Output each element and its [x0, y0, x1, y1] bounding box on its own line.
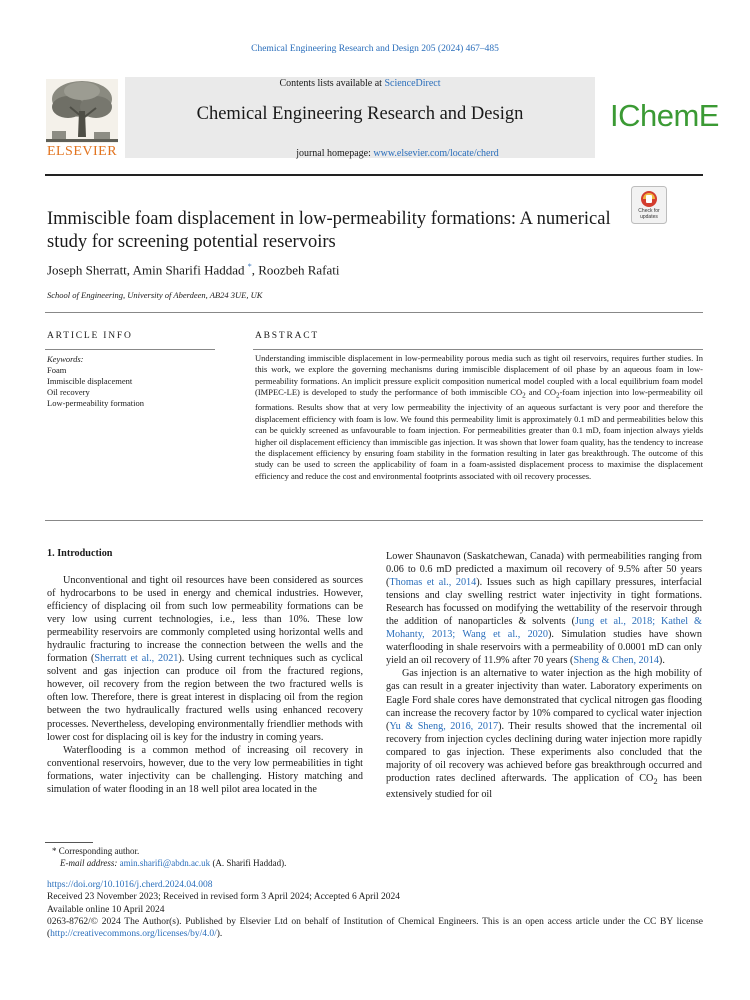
- check-updates-label-2: updates: [640, 214, 658, 220]
- article-footer: [47, 879, 703, 940]
- email-line: [52, 858, 286, 870]
- paragraph: [386, 550, 702, 667]
- footnote-text: Corresponding author.: [58, 846, 140, 856]
- citation-link[interactable]: Yu & Sheng, 2016, 2017: [389, 720, 499, 732]
- author-list: Joseph Sherratt, Amin Sharifi Haddad *, Roozbeh Rafati: [47, 262, 340, 278]
- homepage-line: [200, 148, 595, 159]
- subscript: 2: [556, 391, 560, 400]
- article-title: Immiscible foam displacement in low-permeability formations: A numerical study for screening potential reservoirs: [47, 209, 611, 252]
- email-owner: (A. Sharifi Haddad).: [212, 857, 287, 868]
- paragraph: [47, 574, 363, 744]
- citation-link[interactable]: Sheng & Chen, 2014: [573, 655, 659, 667]
- keyword: Oil recovery: [47, 387, 90, 397]
- license-text: ).: [216, 929, 223, 940]
- abstract-text-part: Understanding immiscible displacement in low-permeability porous media such as tight oil reservoirs, requires further studies. In this work, we explore the governing mechanisms during immiscible displacement of oil phase by an aqueous foam in low-permeability formations. An implicit pressure explicit composition numerical model coupled with a local equilibrium foam model (IMPEC-LE) is developed to study the performance of both immiscible CO: [255, 353, 703, 398]
- paragraph-text: has been extensively studied for oil: [386, 772, 703, 800]
- corresponding-author-note: [52, 846, 286, 858]
- citation-link[interactable]: Sherratt et al., 2021: [94, 653, 179, 665]
- paragraph-text: ). Issues such as high capillary pressures, interfacial tensions and clay swelling restrict water injectivity in tight formations. Research has focussed on modifying the wettability of the reservoir through the addition of nanoparticles & solvents (: [386, 577, 702, 628]
- paragraph-text: ).: [658, 655, 665, 667]
- paragraph-text: Gas injection is an alternative to water injection as the high mobility of gas can result in a greater injectivity than water. Laboratory experiments on Eagle Ford shale cores have demonstrated that cyclical nitrogen gas flooding can increase the recovery factor by 10% compared to cyclical water injection (: [386, 668, 702, 732]
- divider: [45, 312, 703, 313]
- keyword: Low-permeability formation: [47, 398, 145, 408]
- paragraph-text: ). Simulation studies have shown waterflooding in shale reservoirs with a permeability of 0.0001 mD can only yield an oil recovery of 11.9% after 70 years (: [386, 629, 702, 667]
- author-name[interactable]: Amin Sharifi Haddad: [132, 262, 245, 278]
- citation-link[interactable]: Thomas et al., 2014: [389, 577, 477, 589]
- journal-name: Chemical Engineering Research and Design: [196, 104, 524, 124]
- license-link[interactable]: http://creativecommons.org/licenses/by/4.0/: [50, 929, 217, 940]
- paragraph-text: Lower Shaunavon (Saskatchewan, Canada) with permeabilities ranging from 0.06 to 0.6 mD predicted a maximum oil recovery of 9.5% after 50 years (: [386, 551, 702, 589]
- available-online: Available online 10 April 2024: [47, 904, 165, 915]
- section-heading-introduction: 1. Introduction: [47, 548, 113, 559]
- author-name[interactable]: Joseph Sherratt: [47, 262, 127, 278]
- citation-link[interactable]: Jung et al., 2018; Kathel & Mohanty, 2013; Wang et al., 2020: [386, 616, 702, 641]
- divider: [45, 349, 215, 350]
- sciencedirect-link[interactable]: ScienceDirect: [384, 78, 441, 89]
- paragraph-text: ). Using current techniques such as cyclical solvent and gas injection can produce oil from the fractured regions, however, oil recovery from the region between the two fractured wells is often low. Therefore, there is great interest in displacing oil from the region between the two hydraulically fractured wells using enhanced recovery processes. Nevertheless, developing environmentally friendlier methods with lower cost for displacing oil is key for the industry in coming years.: [47, 653, 363, 743]
- footnote: [52, 846, 286, 869]
- homepage-prefix: journal homepage:: [296, 148, 374, 159]
- abstract-heading: ABSTRACT: [255, 331, 320, 341]
- email-link[interactable]: amin.sharifi@abdn.ac.uk: [119, 857, 211, 868]
- divider: [45, 520, 703, 521]
- email-label: E-mail address:: [60, 857, 118, 868]
- license-text: 0263-8762/© 2024 The Author(s). Published by Elsevier Ltd on behalf of Institution of Chemical Engineers. This is an open access article under the CC BY license (: [47, 916, 703, 940]
- footnote-rule: [45, 842, 93, 843]
- body-column-right: [386, 550, 702, 801]
- check-updates-label: Check for: [638, 208, 660, 214]
- divider: [253, 349, 703, 350]
- elsevier-wordmark: ELSEVIER: [46, 144, 118, 159]
- abstract-text: [255, 353, 703, 482]
- paragraph: [386, 667, 702, 801]
- abstract-text-part: -foam injection into low-permeability oil formations. Results show that at very low permeability the injectivity of an aqueous surfactant is very poor and therefore the displacement efficiency with foam is low. We found this permeability limit is approximately 0.1 mD and permeabilities below this can be quickly screened as unfavourable to foam injection. For permeabilities greater than 0.1 mD, foam injection always yields higher oil displacement efficiency than immiscible gas injection. It was shown that lower foam quality, has the tendency to increase the displacement efficiency by ensuring foam stability in the formation resulting in later gas breakthrough. The outcome of this study can be used to screen the applicability of foam in a foam-assisted displacement process to maximise the displacement efficiency and reduce the cost and environmental footprints associated with oil recovery processes.: [255, 387, 703, 481]
- running-head[interactable]: Chemical Engineering Research and Design 205 (2024) 467–485: [251, 44, 499, 54]
- corresponding-author-mark[interactable]: *: [247, 262, 252, 271]
- keyword: Foam: [47, 365, 67, 375]
- author-name[interactable]: Roozbeh Rafati: [258, 262, 340, 278]
- affiliation: School of Engineering, University of Aberdeen, AB24 3UE, UK: [47, 290, 263, 300]
- paragraph: Waterflooding is a common method of increasing oil recovery in conventional reservoirs, however, due to the very low permeabilities in tight formations, water injectivity can be challenging. History matching and simulation of water flooding in an 18 well pilot area located in the: [47, 744, 363, 795]
- check-for-updates-button[interactable]: [631, 186, 667, 224]
- keyword: Immiscible displacement: [47, 376, 133, 386]
- footnote-mark: *: [52, 846, 57, 856]
- elsevier-logo: [42, 77, 122, 159]
- paragraph-text: Unconventional and tight oil resources have been considered as sources of hydrocarbons to be used in energy and chemical industries. However, efficiency of displacing oil from such low permeability formations can be very low using current technologies, i.e., less than 10%. These low permeability reservoirs are commonly completed using horizontal wells and hydraulic fracturing to increase the connection between the wells and the formation (: [47, 575, 363, 665]
- subscript: 2: [653, 775, 658, 786]
- abstract-text-part: and CO: [525, 387, 557, 398]
- contents-line: [125, 78, 595, 89]
- homepage-link[interactable]: www.elsevier.com/locate/cherd: [373, 148, 499, 159]
- keywords-label: Keywords:: [47, 354, 84, 364]
- doi-link[interactable]: https://doi.org/10.1016/j.cherd.2024.04.008: [47, 880, 213, 890]
- received-dates: Received 23 November 2023; Received in revised form 3 April 2024; Accepted 6 April 2024: [47, 892, 400, 903]
- paragraph-text: ). Their results showed that the incremental oil recovery from injection cycles declining during water injection more rapidly compared to gas injection. These experiments also concluded that the majority of oil recovery was achieved before gas breakthrough occurred and production rates declined afterwards. The application of CO: [386, 720, 702, 784]
- icheme-logo: IChemE: [610, 98, 719, 133]
- license-statement: [47, 916, 703, 941]
- subscript: 2: [522, 391, 526, 400]
- header-rule: [45, 174, 703, 176]
- contents-prefix: Contents lists available at: [279, 78, 385, 89]
- body-column-left: [47, 562, 363, 796]
- keywords-block: [47, 354, 144, 409]
- article-info-heading: ARTICLE INFO: [47, 331, 133, 341]
